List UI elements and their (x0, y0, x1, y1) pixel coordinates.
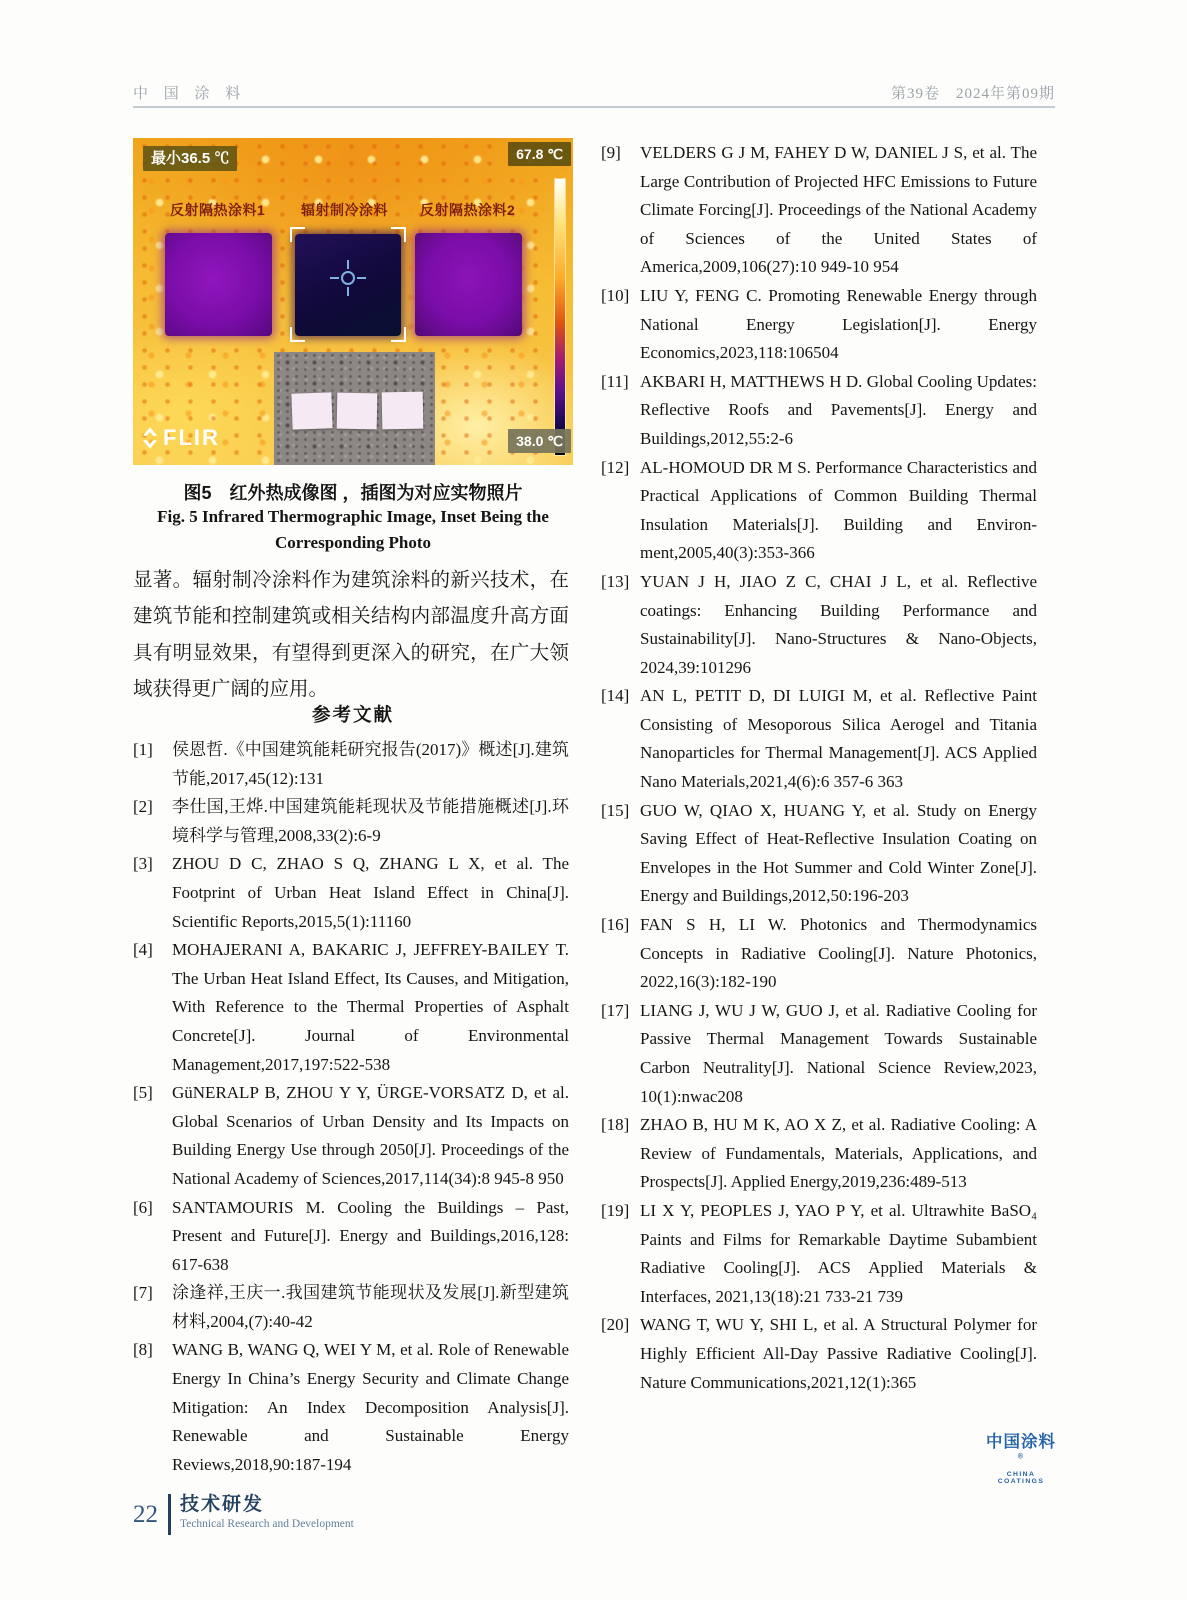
page-footer (133, 1494, 354, 1535)
reference-number: [14] (601, 686, 630, 706)
figure-caption-en-line1: Fig. 5 Infrared Thermographic Image, Inset Being the (157, 507, 549, 526)
measure-corner-icon (290, 327, 305, 342)
reference-text: AN L, PETIT D, DI LUIGI M, et al. Reflective Paint Consisting of Mesoporous Silica Aerogel and Titania Nanoparticles for Thermal Management[J]. ACS Applied Nano Materials,2021,4(6):6 357-6 363 (640, 686, 1037, 792)
scale-low-temp-badge: 38.0 ℃ (508, 429, 571, 453)
figure-caption-en-line2: Corresponding Photo (274, 533, 431, 552)
reference-item (601, 1197, 1037, 1311)
reference-item (133, 850, 569, 936)
sample-label-radiative: 辐射制冷涂料 (301, 202, 388, 218)
reference-item (601, 797, 1037, 911)
reference-text: ZHAO B, HU M K, AO X Z, et al. Radiative Cooling: A Review of Fundamentals, Materials, Applications, and Prospects[J]. Applied Energy,2019,236:489-513 (640, 1115, 1037, 1192)
figure-caption-cn: 图5 红外热成像图 ，插图为对应实物照片 (183, 483, 523, 503)
reference-text: 李仕国,王烨.中国建筑能耗现状及节能措施概述[J].环境科学与管理,2008,33(2):6-9 (172, 797, 569, 845)
reference-number: [5] (133, 1083, 153, 1103)
inset-photo (274, 352, 435, 465)
footer-section-en: Technical Research and Development (180, 1517, 354, 1530)
flir-diamond-icon (141, 426, 159, 450)
reference-text: GüNERALP B, ZHOU Y Y, ÜRGE-VORSATZ D, et al. Global Scenarios of Urban Density and Its Impacts on Building Energy Use through 2050[J]. Proceedings of the National Academy of Sciences,2017,114(34):8 945-8 950 (172, 1083, 569, 1188)
thermal-image-figure (133, 138, 573, 465)
measure-corner-icon (391, 227, 406, 242)
body-paragraph: 显著。辐射制冷涂料作为建筑涂料的新兴技术，在建筑节能和控制建筑或相关结构内部温度升高方面具有明显效果，有望得到更深入的研究，在广大领域获得更广阔的应用。 (133, 570, 569, 701)
reference-item (133, 736, 569, 793)
references-left-column (133, 736, 569, 1479)
reference-text: ZHOU D C, ZHAO S Q, ZHANG L X, et al. The Footprint of Urban Heat Island Effect in China[J]. Scientific Reports,2015,5(1):11160 (172, 854, 569, 931)
header-rule (133, 106, 1055, 108)
reference-text: LIANG J, WU J W, GUO J, et al. Radiative Cooling for Passive Thermal Management Towards Sustainable Carbon Neutrality[J]. National Science Review,2023, 10(1):nwac208 (640, 1000, 1037, 1106)
reference-number: [11] (601, 371, 629, 391)
thermal-sample-square-2 (415, 233, 522, 336)
reference-number: [15] (601, 800, 630, 820)
reference-text: MOHAJERANI A, BAKARIC J, JEFFREY-BAILEY T. The Urban Heat Island Effect, Its Causes, and Mitigation, With Reference to the Thermal Properties of Asphalt Concrete[J]. Journal of Environmental Management,2017,197:522-538 (172, 940, 569, 1074)
journal-name: 中 国 涂 料 (133, 86, 247, 102)
reference-number: [9] (601, 143, 621, 162)
footer-section-cn: 技术研发 (180, 1494, 265, 1515)
footer-section (180, 1494, 354, 1530)
sample-label-reflective-2: 反射隔热涂料2 (420, 202, 516, 218)
reference-text: GUO W, QIAO X, HUANG Y, et al. Study on Energy Saving Effect of Heat-Reflective Insulation Coating on Envelopes in the Hot Summer and Cold Winter Zone[J]. Energy and Buildings,2012,50:196-203 (640, 800, 1037, 906)
reference-text: SANTAMOURIS M. Cooling the Buildings – Past, Present and Future[J]. Energy and Buildings,2016,128: 617-638 (172, 1197, 569, 1274)
reference-item (133, 936, 569, 1079)
reference-number: [16] (601, 915, 630, 935)
sample-label-reflective-1: 反射隔热涂料1 (170, 202, 266, 218)
reference-item (601, 568, 1037, 682)
reference-text: AKBARI H, MATTHEWS H D. Global Cooling Updates: Reflective Roofs and Pavements[J]. Energy and Buildings,2012,55:2-6 (640, 371, 1037, 448)
reference-text: 涂逢祥,王庆一.我国建筑节能现状及发展[J].新型建筑材料,2004,(7):40-42 (172, 1283, 569, 1331)
reference-number: [13] (601, 571, 630, 591)
reference-number: [7] (133, 1283, 153, 1303)
reference-number: [3] (133, 854, 153, 874)
reference-number: [8] (133, 1340, 153, 1360)
flir-wordmark: FLIR (163, 425, 220, 450)
reference-number: [4] (133, 940, 153, 960)
thermal-sample-square-1 (165, 233, 272, 336)
reference-item (601, 1311, 1037, 1397)
reference-number: [1] (133, 740, 153, 759)
reference-item (133, 1336, 569, 1479)
reference-number: [17] (601, 1000, 630, 1020)
reference-text: WANG B, WANG Q, WEI Y M, et al. Role of Renewable Energy In China’s Energy Security and Climate Change Mitigation: An Index Decomposition Analysis[J]. Renewable and Sustainable Energy Reviews,2018,90:187-194 (172, 1340, 569, 1474)
max-temp-badge: 67.8 ℃ (508, 142, 571, 166)
page-header (133, 82, 1055, 103)
temperature-scale-bar (555, 179, 565, 455)
reference-item (133, 1194, 569, 1280)
reference-text: AL-HOMOUD DR M S. Performance Characteristics and Practical Applications of Common Building Thermal Insulation Materials[J]. Building and Environ-ment,2005,40(3):353-366 (640, 457, 1037, 563)
reference-item (601, 1111, 1037, 1197)
coating-chip (382, 392, 424, 430)
reference-number: [19] (601, 1200, 630, 1220)
min-temp-badge: 最小36.5 ℃ (143, 146, 237, 171)
china-coatings-logo (985, 1433, 1057, 1485)
reference-number: [20] (601, 1315, 630, 1335)
footer-divider (168, 1494, 171, 1535)
reference-text: FAN S H, LI W. Photonics and Thermodynamics Concepts in Radiative Cooling[J]. Nature Photonics, 2022,16(3):182-190 (640, 915, 1037, 992)
reference-text: VELDERS G J M, FAHEY D W, DANIEL J S, et al. The Large Contribution of Projected HFC Emissions to Future Climate Forcing[J]. Proceedings of the National Academy of Sciences of the United States of America,2009,106(27):10 949-10 954 (640, 143, 1037, 277)
reference-number: [10] (601, 285, 630, 305)
reference-item (601, 997, 1037, 1111)
reference-text: YUAN J H, JIAO Z C, CHAI J L, et al. Reflective coatings: Enhancing Building Performance and Sustainability[J]. Nano-Structures & Nano-Objects, 2024,39:101296 (640, 571, 1037, 677)
reference-item (133, 1079, 569, 1193)
reference-item (601, 682, 1037, 796)
registered-mark-icon: ® (1017, 1453, 1025, 1461)
reference-item (133, 793, 569, 850)
reference-number: [12] (601, 457, 630, 477)
reference-item (601, 454, 1037, 568)
reference-text: WANG T, WU Y, SHI L, et al. A Structural Polymer for Highly Efficient All-Day Passive Radiative Cooling[J]. Nature Communications,2021,12(1):365 (640, 1315, 1037, 1392)
reference-number: [6] (133, 1197, 153, 1217)
coating-chip (337, 393, 378, 430)
china-coatings-wordmark-en: CHINA COATINGS (997, 1471, 1045, 1486)
reference-item (601, 911, 1037, 997)
page-number: 22 (133, 1501, 158, 1528)
references-heading: 参考文献 (311, 704, 394, 725)
references-right-column (601, 139, 1037, 1397)
reference-text: LIU Y, FENG C. Promoting Renewable Energy through National Energy Legislation[J]. Energy Economics,2023,118:106504 (640, 285, 1037, 363)
measure-corner-icon (290, 227, 305, 242)
reference-text: 侯恩哲.《中国建筑能耗研究报告(2017)》概述[J].建筑节能,2017,45(12):131 (172, 740, 569, 788)
reference-item (601, 282, 1037, 368)
reference-item (133, 1279, 569, 1336)
coating-chip (291, 392, 332, 429)
reference-number: [2] (133, 797, 153, 817)
flir-logo (141, 425, 220, 451)
crosshair-icon (328, 258, 368, 298)
china-coatings-wordmark-cn: 中国涂料® (986, 1433, 1056, 1461)
volume-issue: 第39卷 2024年第09期 (890, 86, 1055, 102)
reference-text: LI X Y, PEOPLES J, YAO P Y, et al. Ultrawhite BaSO₄ Paints and Films for Remarkable Daytime Subambient Radiative Cooling[J]. ACS Applied Materials & Interfaces, 2021,13(18):21 733-21 739 (640, 1200, 1037, 1306)
reference-item (601, 368, 1037, 454)
reference-item (601, 139, 1037, 282)
reference-number: [18] (601, 1115, 630, 1135)
measure-corner-icon (391, 327, 406, 342)
thermal-sample-square-center (295, 234, 401, 336)
